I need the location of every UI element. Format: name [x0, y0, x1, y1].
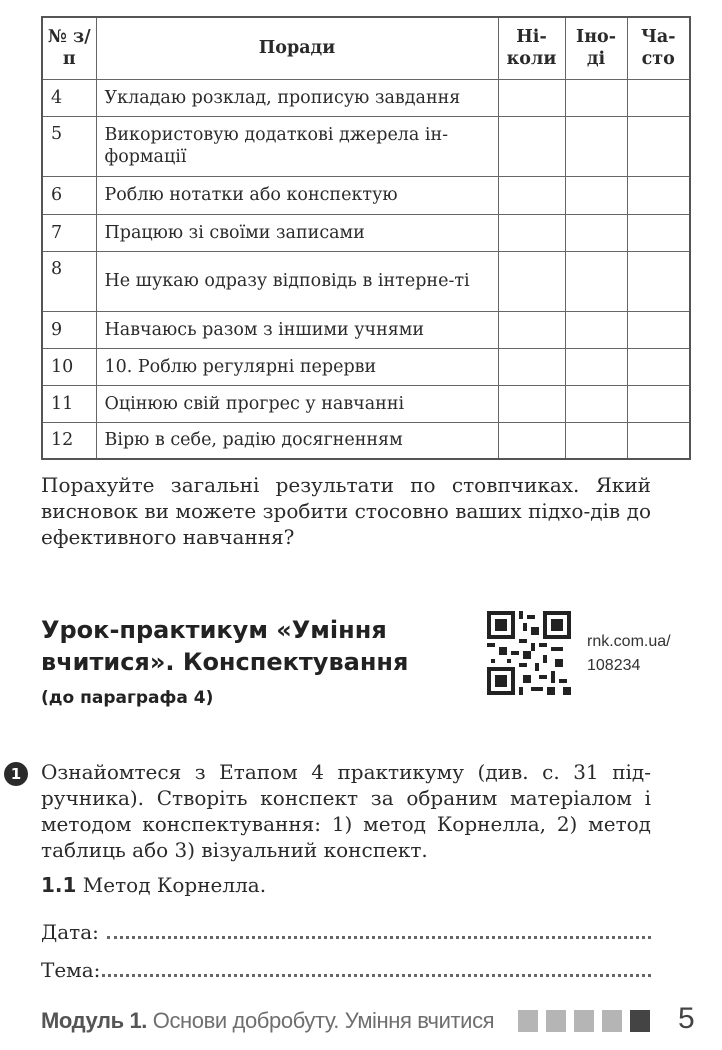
sometimes-cell[interactable] [565, 116, 627, 176]
link-line-2: 108234 [587, 657, 641, 674]
tips-table [41, 16, 691, 460]
row-tip: Укладаю розклад, прописую завдання [96, 79, 498, 116]
table-row [42, 422, 690, 459]
table-row [42, 176, 690, 214]
row-tip: Працюю зі своїми записами [96, 214, 498, 251]
subtask-number: 1.1 [41, 873, 77, 897]
row-number: 4 [42, 79, 96, 116]
sometimes-cell[interactable] [565, 348, 627, 385]
row-number: 10 [42, 348, 96, 385]
never-cell[interactable] [498, 214, 565, 251]
task-number-badge: 1 [4, 762, 28, 786]
header-sometimes: Іно-ді [565, 17, 627, 79]
square-icon [574, 1010, 594, 1032]
resource-link[interactable] [587, 630, 671, 678]
never-cell[interactable] [498, 251, 565, 311]
topic-dotted-line [102, 974, 651, 977]
square-dark-icon [630, 1010, 650, 1032]
often-cell[interactable] [627, 79, 690, 116]
never-cell[interactable] [498, 348, 565, 385]
footer-squares [518, 1010, 650, 1032]
never-cell[interactable] [498, 422, 565, 459]
row-tip: 10. Роблю регулярні перерви [96, 348, 498, 385]
topic-label: Тема: [41, 958, 101, 982]
never-cell[interactable] [498, 311, 565, 348]
sometimes-cell[interactable] [565, 79, 627, 116]
table-row [42, 116, 690, 176]
row-tip: Роблю нотатки або конспектую [96, 176, 498, 214]
row-tip: Використовую додаткові джерела ін-формації [96, 116, 498, 176]
sometimes-cell[interactable] [565, 422, 627, 459]
summary-paragraph: Порахуйте загальні результати по стовпчиках. Який висновок ви можете зробити стосовно ваших підхо-дів до ефективного навчання? [41, 473, 651, 549]
square-icon [518, 1010, 538, 1032]
often-cell[interactable] [627, 348, 690, 385]
subtask-text: Метод Корнелла. [82, 873, 267, 897]
topic-field[interactable] [41, 954, 651, 982]
table-row [42, 214, 690, 251]
table-row [42, 311, 690, 348]
row-number: 9 [42, 311, 96, 348]
header-tips: Поради [96, 17, 498, 79]
sometimes-cell[interactable] [565, 214, 627, 251]
page-footer [41, 1008, 494, 1034]
link-line-1: rnk.com.ua/ [587, 633, 671, 650]
date-label: Дата: [41, 920, 99, 944]
table-row [42, 79, 690, 116]
never-cell[interactable] [498, 176, 565, 214]
often-cell[interactable] [627, 422, 690, 459]
row-number: 12 [42, 422, 96, 459]
often-cell[interactable] [627, 176, 690, 214]
row-tip: Навчаюсь разом з іншими учнями [96, 311, 498, 348]
square-icon [602, 1010, 622, 1032]
row-number: 11 [42, 385, 96, 422]
row-tip: Вірю в себе, радію досягненням [96, 422, 498, 459]
header-often: Ча-сто [627, 17, 690, 79]
never-cell[interactable] [498, 116, 565, 176]
task-text: Ознайомтеся з Етапом 4 практикуму (див. с. 31 під-ручника). Створіть конспект за обраним матеріалом і методом конспектування: 1) метод Корнелла, 2) метод таблиць або 3) візуальний конспект. [41, 760, 651, 862]
row-number: 7 [42, 214, 96, 251]
header-num: № з/п [42, 17, 96, 79]
date-field[interactable] [41, 916, 651, 944]
sometimes-cell[interactable] [565, 251, 627, 311]
qr-code-icon[interactable] [487, 611, 571, 695]
table-row [42, 385, 690, 422]
table-row [42, 348, 690, 385]
header-never: Ні-коли [498, 17, 565, 79]
often-cell[interactable] [627, 116, 690, 176]
often-cell[interactable] [627, 311, 690, 348]
often-cell[interactable] [627, 214, 690, 251]
lesson-title: Урок-практикум «Уміння вчитися». Конспектування [41, 616, 409, 676]
table-row [42, 251, 690, 311]
page-number: 5 [678, 1002, 695, 1035]
sometimes-cell[interactable] [565, 385, 627, 422]
often-cell[interactable] [627, 251, 690, 311]
row-tip: Не шукаю одразу відповідь в інтерне-ті [96, 251, 498, 311]
lesson-subtitle: (до параграфа 4) [41, 688, 214, 708]
date-dotted-line [107, 936, 651, 939]
square-icon [546, 1010, 566, 1032]
row-number: 6 [42, 176, 96, 214]
sometimes-cell[interactable] [565, 176, 627, 214]
never-cell[interactable] [498, 385, 565, 422]
often-cell[interactable] [627, 385, 690, 422]
row-number: 8 [42, 251, 96, 311]
footer-title: Основи добробуту. Уміння вчитися [152, 1008, 495, 1033]
subtask [41, 872, 266, 898]
row-number: 5 [42, 116, 96, 176]
footer-module: Модуль 1. [41, 1008, 148, 1033]
never-cell[interactable] [498, 79, 565, 116]
sometimes-cell[interactable] [565, 311, 627, 348]
row-tip: Оцінюю свій прогрес у навчанні [96, 385, 498, 422]
